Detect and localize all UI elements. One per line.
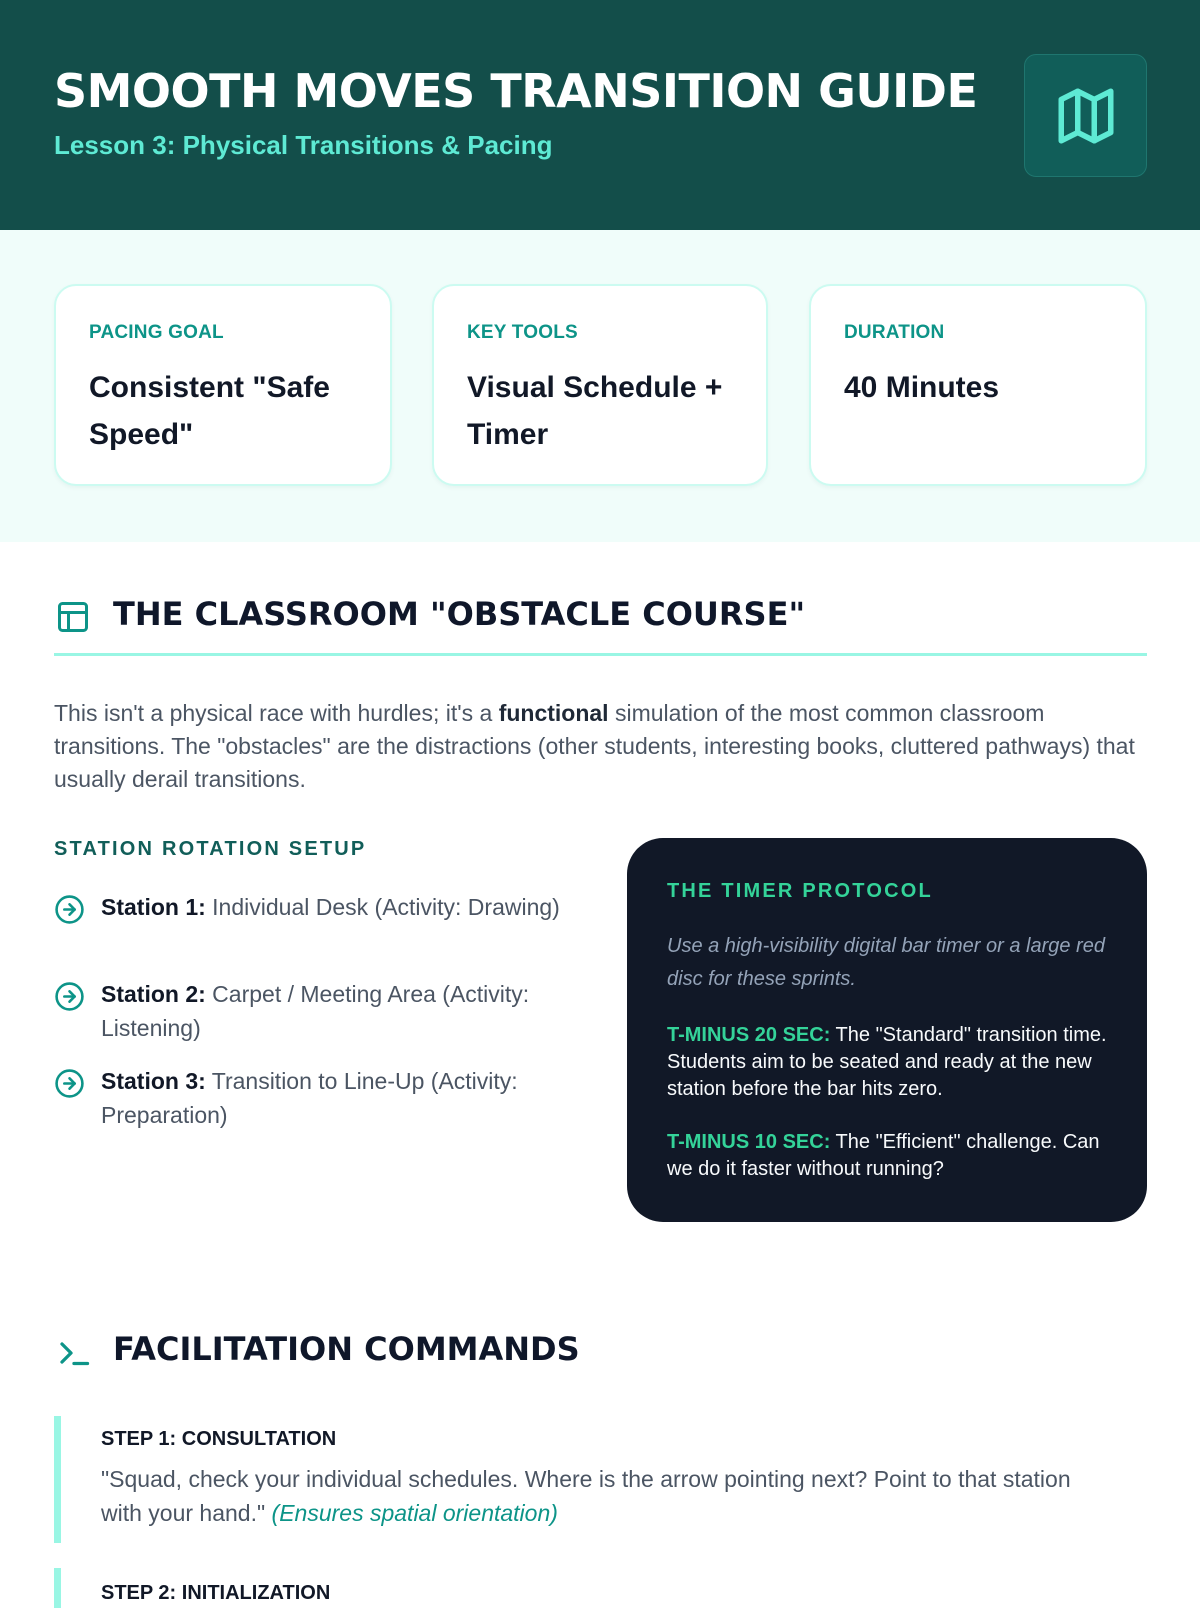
arrow-circle-right-icon: [54, 981, 85, 1012]
stat-value: Consistent "Safe Speed": [89, 371, 330, 451]
intro-paragraph: This isn't a physical race with hurdles; it's a functional simulation of the most common classroom transitions. The "obstacles" are the distractions (other students, interesting books, cluttered pathways) that usually derail transitions.: [54, 700, 1135, 792]
page-title: SMOOTH MOVES TRANSITION GUIDE: [54, 64, 978, 118]
step-2-block: [54, 1568, 1154, 1608]
stat-value: 40 Minutes: [844, 371, 1000, 404]
stat-label: PACING GOAL: [89, 322, 224, 343]
terminal-icon: [56, 1335, 92, 1371]
stat-label: KEY TOOLS: [467, 322, 578, 343]
timer-item-10-sec: T-MINUS 10 SEC: The "Efficient" challenge. Can we do it faster without running?: [667, 1131, 1100, 1180]
stat-card-duration: [809, 284, 1147, 486]
timer-protocol-panel: [627, 838, 1147, 1222]
stat-card-pacing-goal: [54, 284, 392, 486]
page-header: [0, 0, 1200, 230]
stats-band: [0, 230, 1200, 542]
map-icon-tile: [1024, 54, 1147, 177]
map-icon: [1053, 83, 1119, 149]
step-note: (Ensures spatial orientation): [271, 1500, 558, 1526]
section-title-obstacle-course: THE CLASSROOM "OBSTACLE COURSE": [113, 595, 806, 633]
step-title: STEP 2: INITIALIZATION: [101, 1582, 331, 1604]
section-divider: [54, 653, 1147, 656]
section-title-facilitation: FACILITATION COMMANDS: [113, 1330, 580, 1368]
arrow-circle-right-icon: [54, 1068, 85, 1099]
timer-note: Use a high-visibility digital bar timer or a large red disc for these sprints.: [667, 935, 1105, 990]
timer-item-20-sec: T-MINUS 20 SEC: The "Standard" transition time. Students aim to be seated and ready at the new station before the bar hits zero.: [667, 1024, 1107, 1100]
page-subtitle: Lesson 3: Physical Transitions & Pacing: [54, 130, 553, 160]
stat-card-key-tools: [432, 284, 768, 486]
intro-emphasis: functional: [498, 700, 609, 726]
layout-icon: [55, 599, 91, 635]
stat-value: Visual Schedule + Timer: [467, 371, 723, 451]
step-text: "Squad, check your individual schedules. Where is the arrow pointing next? Point to that station with your hand." (Ensures spatial orientation): [101, 1466, 1071, 1526]
step-1-block: [54, 1416, 1154, 1543]
stations-heading: STATION ROTATION SETUP: [54, 838, 367, 860]
step-title: STEP 1: CONSULTATION: [101, 1428, 337, 1450]
arrow-circle-right-icon: [54, 894, 85, 925]
stat-label: DURATION: [844, 322, 945, 343]
timer-heading: THE TIMER PROTOCOL: [667, 880, 933, 902]
